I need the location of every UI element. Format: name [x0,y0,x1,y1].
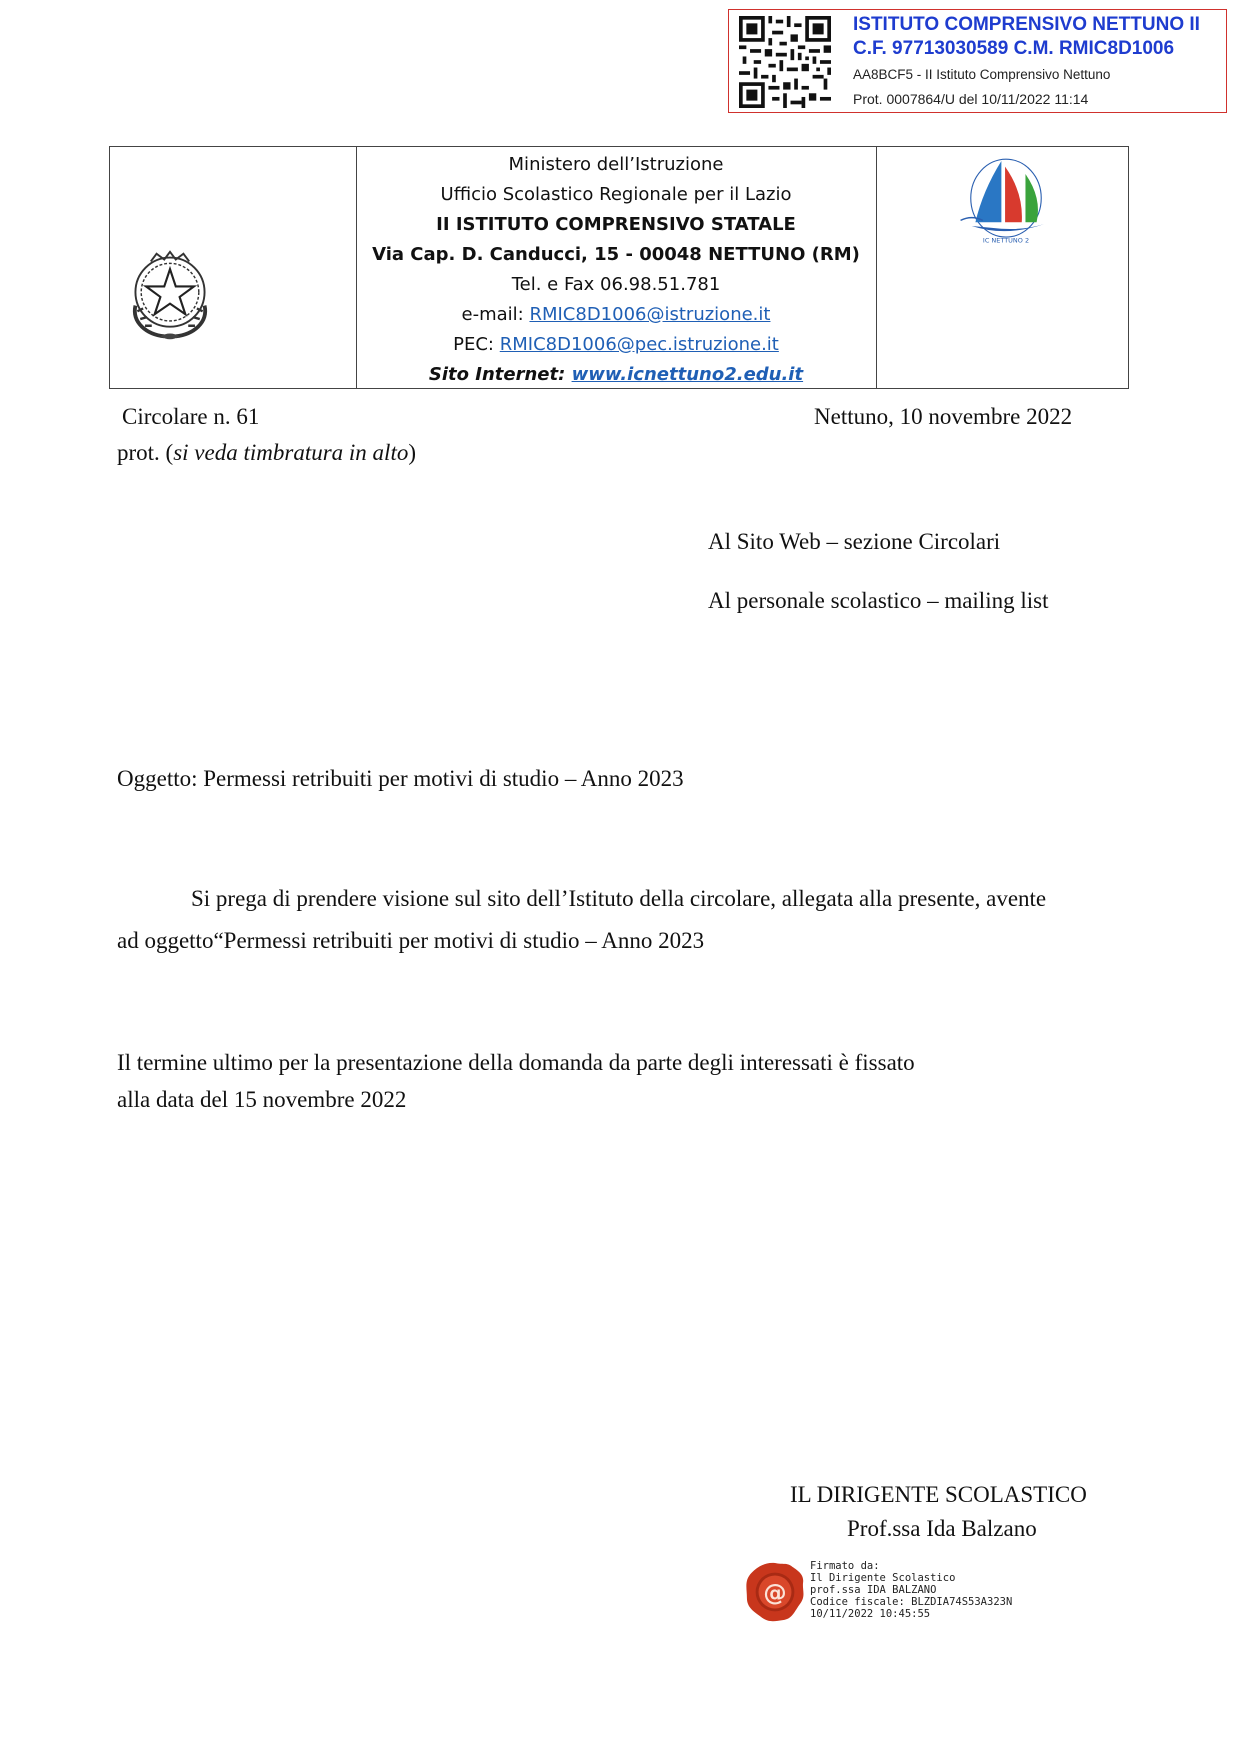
protocol-prefix: prot. ( [117,440,174,465]
protocol-note: si veda timbratura in alto [173,440,409,465]
body-paragraph-2-line-2: alla data del 15 novembre 2022 [117,1087,407,1112]
pec-label: PEC: [453,334,500,355]
school-email-line [356,300,876,330]
website-link[interactable]: www.icnettuno2.edu.it [571,364,804,385]
stamp-tax-code: C.F. 97713030589 C.M. RMIC8D1006 [853,38,1175,59]
signature-line-5: 10/11/2022 10:45:55 [810,1608,931,1620]
svg-text:@: @ [763,1579,787,1607]
digital-signature-info [810,1560,1012,1620]
stamp-protocol-number: Prot. 0007864/U del 10/11/2022 11:14 [853,91,1089,107]
stamp-school-name: ISTITUTO COMPRENSIVO NETTUNO II [853,14,1200,35]
body-paragraph-1-line-2: ad oggetto“Permessi retribuiti per motivi di studio – Anno 2023 [117,928,705,953]
letterhead-institution-info [356,147,876,388]
regional-office: Ufficio Scolastico Regionale per il Lazio [440,184,792,205]
school-website-line [356,360,876,390]
body-paragraph-2-line-1: Il termine ultimo per la presentazione della domanda da parte degli interessati è fissato [117,1050,915,1075]
signature-line-3: prof.ssa IDA BALZANO [810,1584,937,1596]
place-and-date: Nettuno, 10 novembre 2022 [814,404,1073,429]
signer-title: IL DIRIGENTE SCOLASTICO [790,1482,1087,1507]
recipient-website: Al Sito Web – sezione Circolari [708,529,1001,554]
ministry-name: Ministero dell’Istruzione [508,154,724,175]
pec-link[interactable]: RMIC8D1006@pec.istruzione.it [499,334,779,355]
signature-line-4: Codice fiscale: BLZDIA74S53A323N [810,1596,1013,1608]
protocol-reference [117,440,416,466]
recipient-staff: Al personale scolastico – mailing list [708,588,1049,613]
letterhead-logo-cell [876,147,1129,388]
circular-number: Circolare n. 61 [122,404,260,429]
letterhead-table [109,146,1129,389]
signer-name: Prof.ssa Ida Balzano [847,1516,1037,1541]
body-paragraph-1-line-1: Si prega di prendere visione sul sito dell’Istituto della circolare, allegata alla presente, avente [191,886,1047,911]
signature-line-1: Firmato da: [810,1560,880,1572]
email-label: e-mail: [461,304,530,325]
letter-subject: Oggetto: Permessi retribuiti per motivi di studio – Anno 2023 [117,766,684,791]
website-label: Sito Internet: [428,364,572,385]
qr-code-icon [739,16,831,108]
italian-republic-emblem-icon [122,247,218,345]
school-name: II ISTITUTO COMPRENSIVO STATALE [436,214,796,235]
school-pec-line [356,330,876,360]
stamp-aoo: AA8BCF5 - II Istituto Comprensivo Nettuno [853,67,1111,82]
signature-line-2: Il Dirigente Scolastico [810,1572,956,1584]
logo-caption: IC NETTUNO 2 [982,236,1030,245]
email-link[interactable]: RMIC8D1006@istruzione.it [529,304,771,325]
letterhead-emblem-cell [110,147,357,388]
school-phone: Tel. e Fax 06.98.51.781 [511,274,721,295]
school-address: Via Cap. D. Canducci, 15 - 00048 NETTUNO (RM) [372,244,860,265]
school-sailboat-logo-icon [955,153,1057,247]
protocol-stamp [728,9,1227,113]
protocol-suffix: ) [408,440,417,465]
wax-seal-icon [744,1561,806,1623]
